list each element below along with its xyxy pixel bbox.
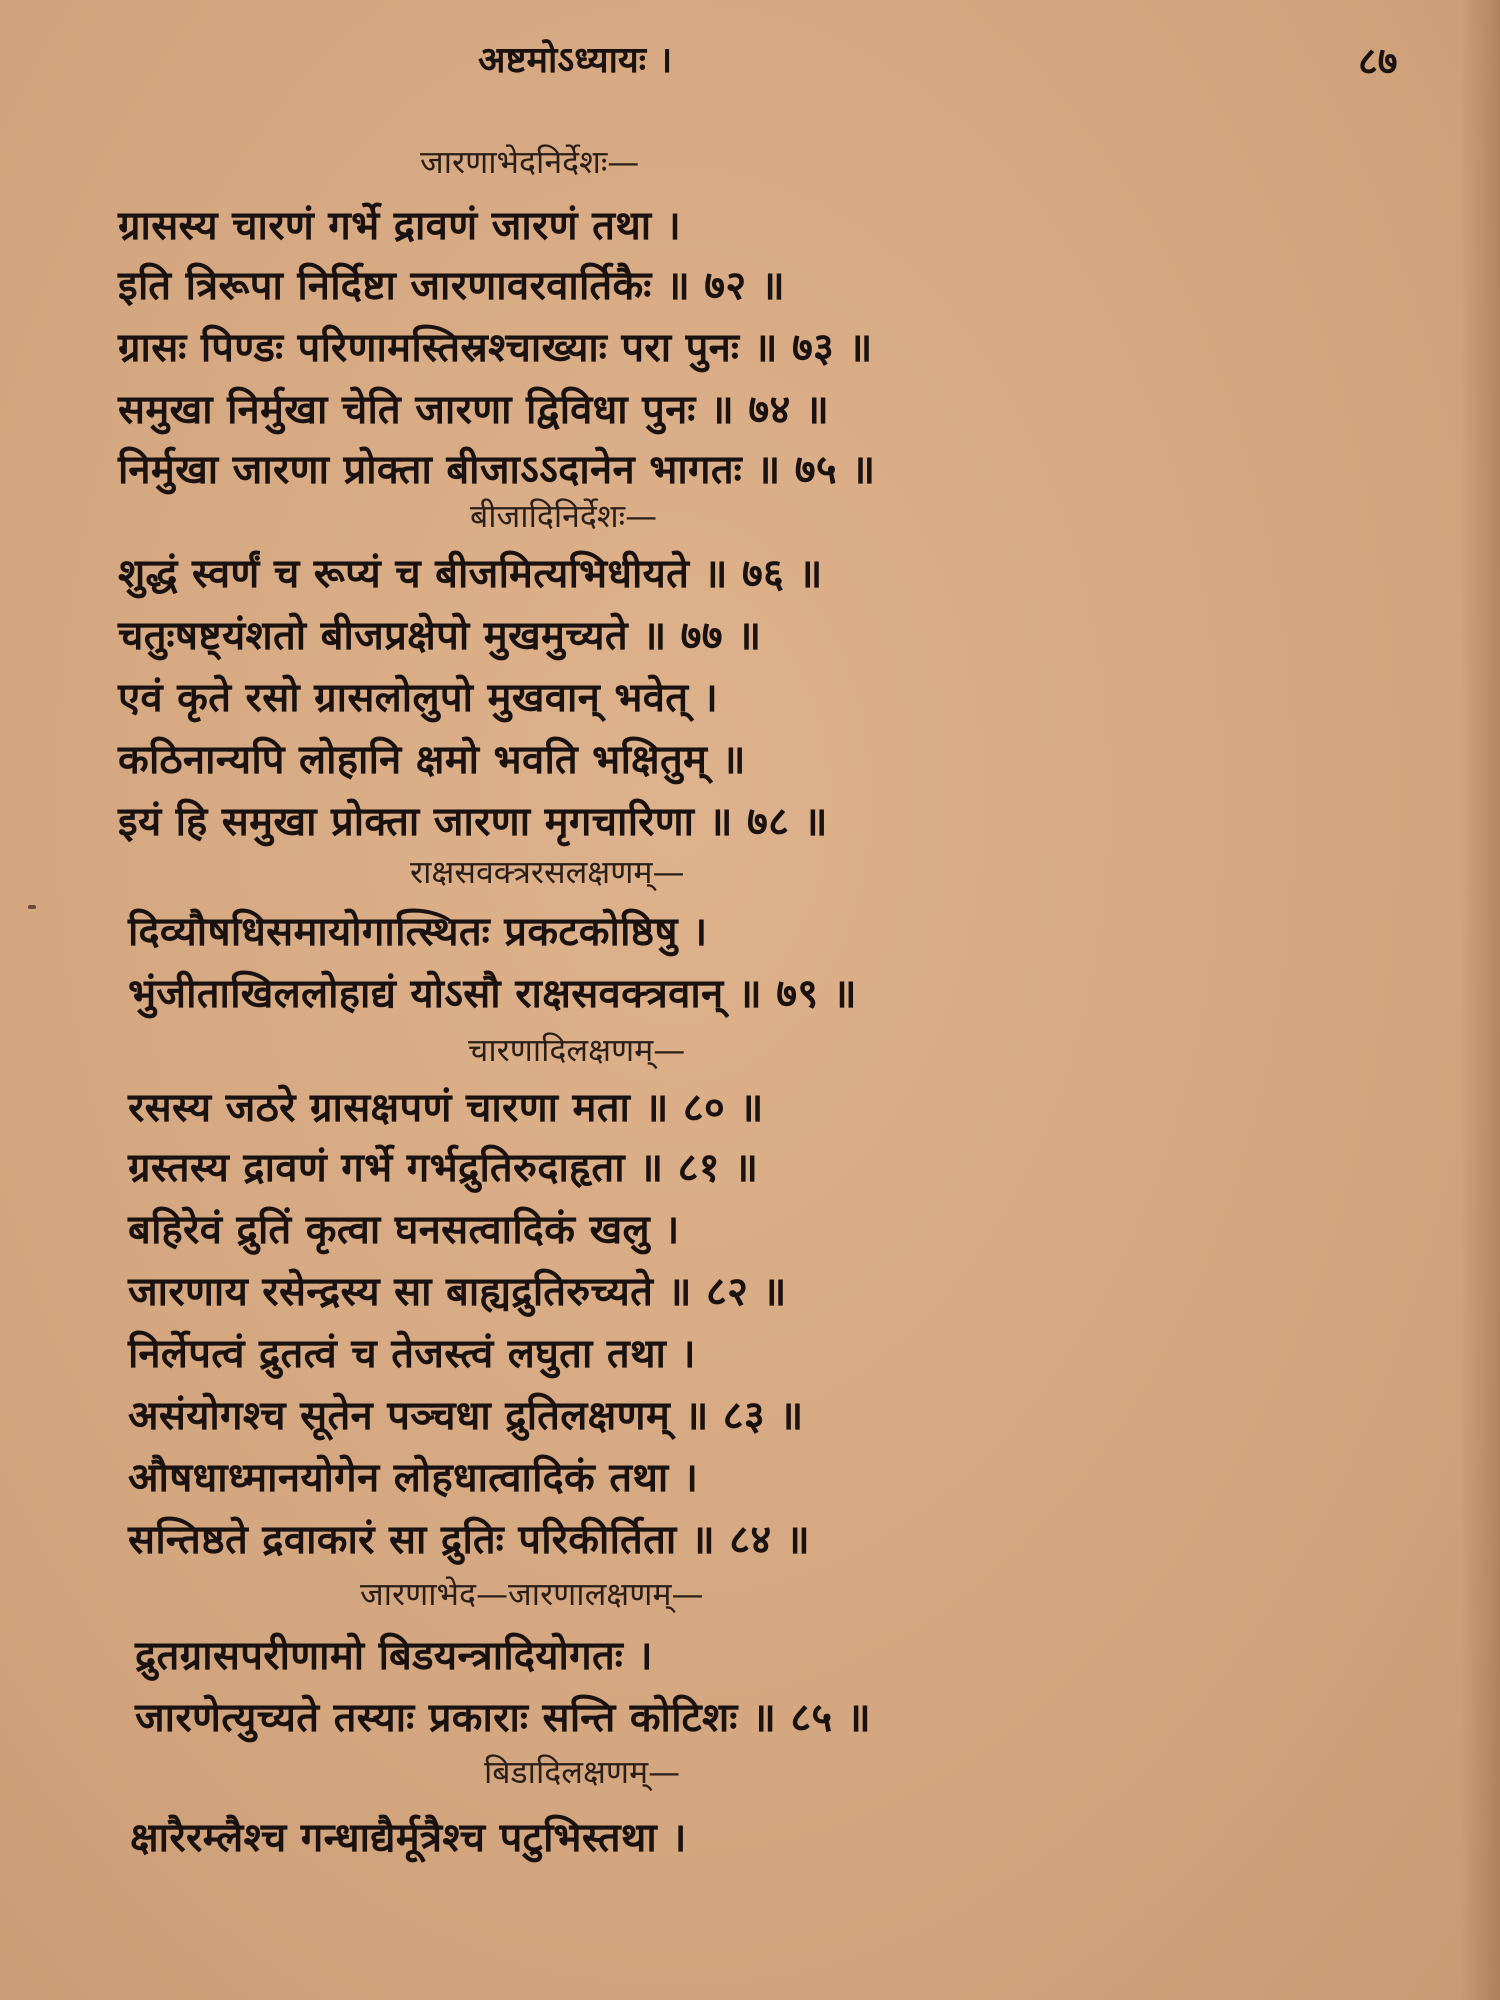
page-number: ८७ xyxy=(1358,39,1398,83)
verse-line: चतुःषष्ट्यंशतो बीजप्रक्षेपो मुखमुच्यते ॥ ७७ ॥ xyxy=(118,613,762,659)
verse-line: जारणाय रसेन्द्रस्य सा बाह्यद्रुतिरुच्यते ॥ ८२ ॥ xyxy=(128,1269,787,1315)
verse-line: शुद्धं स्वर्णं च रूप्यं च बीजमित्यभिधीयते ॥ ७६ ॥ xyxy=(118,551,823,597)
verse-line: ग्रासः पिण्डः परिणामस्तिस्रश्चाख्याः परा पुनः ॥ ७३ ॥ xyxy=(118,325,873,371)
section-heading: जारणाभेदनिर्देशः— xyxy=(420,143,640,181)
verse-line: सन्तिष्ठते द्रवाकारं सा द्रुतिः परिकीर्तिता ॥ ८४ ॥ xyxy=(128,1517,810,1563)
verse-line: इयं हि समुखा प्रोक्ता जारणा मृगचारिणा ॥ ७८ ॥ xyxy=(118,799,828,845)
verse-line: ग्रासस्य चारणं गर्भे द्रावणं जारणं तथा । xyxy=(118,203,682,249)
verse-line: द्रुतग्रासपरीणामो बिडयन्त्रादियोगतः । xyxy=(135,1633,653,1679)
section-heading: राक्षसवक्त्ररसलक्षणम्— xyxy=(410,853,685,891)
page-edge-shadow xyxy=(1460,0,1500,2000)
verse-line: रसस्य जठरे ग्रासक्षपणं चारणा मता ॥ ८० ॥ xyxy=(128,1085,764,1131)
verse-line: भुंजीताखिललोहाद्यं योऽसौ राक्षसवक्त्रवान् ॥ ७९ ॥ xyxy=(128,971,857,1017)
verse-line: निर्लेपत्वं द्रुतत्वं च तेजस्त्वं लघुता तथा । xyxy=(128,1331,696,1377)
ink-speck xyxy=(28,905,36,909)
verse-line: निर्मुखा जारणा प्रोक्ता बीजाऽऽदानेन भागतः ॥ ७५ ॥ xyxy=(118,447,876,493)
verse-line: बहिरेवं द्रुतिं कृत्वा घनसत्वादिकं खलु । xyxy=(128,1207,680,1253)
verse-line: एवं कृते रसो ग्रासलोलुपो मुखवान् भवेत् । xyxy=(118,675,719,721)
verse-line: दिव्यौषधिसमायोगात्स्थितः प्रकटकोष्ठिषु । xyxy=(128,909,708,955)
section-heading: चारणादिलक्षणम्— xyxy=(468,1031,686,1069)
section-heading: बीजादिनिर्देशः— xyxy=(470,497,658,535)
verse-line: इति त्रिरूपा निर्दिष्टा जारणावरवार्तिकैः ॥ ७२ ॥ xyxy=(118,263,785,309)
section-heading: बिडादिलक्षणम्— xyxy=(484,1753,681,1791)
running-head: अष्टमोऽध्यायः । xyxy=(478,40,673,81)
verse-line: समुखा निर्मुखा चेति जारणा द्विविधा पुनः ॥ ७४ ॥ xyxy=(118,387,830,433)
section-heading: जारणाभेद—जारणालक्षणम्— xyxy=(360,1575,704,1613)
verse-line: जारणेत्युच्यते तस्याः प्रकाराः सन्ति कोटिशः ॥ ८५ ॥ xyxy=(135,1695,871,1741)
verse-line: ग्रस्तस्य द्रावणं गर्भे गर्भद्रुतिरुदाहृता ॥ ८१ ॥ xyxy=(128,1145,759,1191)
verse-line: क्षारैरम्लैश्च गन्धाद्यैर्मूत्रैश्च पटुभिस्तथा । xyxy=(130,1815,687,1861)
verse-line: औषधाध्मानयोगेन लोहधात्वादिकं तथा । xyxy=(128,1455,699,1501)
verse-line: असंयोगश्च सूतेन पञ्चधा द्रुतिलक्षणम् ॥ ८३ ॥ xyxy=(128,1393,804,1439)
verse-line: कठिनान्यपि लोहानि क्षमो भवति भक्षितुम् ॥ xyxy=(118,737,746,783)
